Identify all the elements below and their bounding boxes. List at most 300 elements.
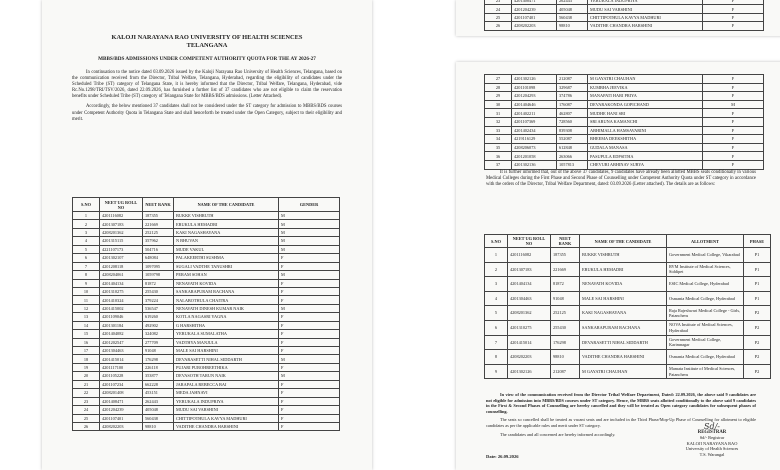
table-cell: Mamata Institute of Medical Sciences, Patancheru <box>667 364 744 379</box>
table-cell: G HARSHITHA <box>174 321 279 329</box>
table-cell: 14 <box>73 321 100 329</box>
table-cell: NENAVATH KOVIDA <box>174 279 279 287</box>
table-row <box>485 5 764 13</box>
table-cell: 4201310275 <box>100 287 143 295</box>
table-row <box>73 262 340 270</box>
para-text: The seats so cancelled shall be treated as vacant seats and are included in the Third Phase/Mop-Up Phase of Counselling for allotment to eligible candidates as per the applicable rules and merit under ST category. <box>486 417 756 428</box>
table-cell: SANKARAPURAM RACHANA <box>580 320 667 335</box>
table-cell: P2 <box>744 306 771 321</box>
table-row <box>73 422 340 430</box>
table-cell: 4201304463 <box>100 347 143 355</box>
table-row <box>73 397 340 405</box>
table-cell: F <box>279 313 340 321</box>
table-cell: F <box>279 254 340 262</box>
signature-scrawl: Sd/- <box>704 422 720 431</box>
table-cell: 4201204239 <box>100 406 143 414</box>
candidates-table-continued <box>484 74 764 170</box>
table-cell: VADITHE CHANDRA HARSHINI <box>174 422 279 430</box>
registrar-stamp-line-2: KALOJI NARAYANA RAO <box>686 440 738 446</box>
table-cell: 91048 <box>551 291 580 306</box>
table-cell: 4201204239 <box>512 5 557 13</box>
table-cell: 263066 <box>557 152 588 161</box>
table-cell: 4201204293 <box>512 92 557 101</box>
table-cell: 31 <box>485 109 512 118</box>
table-cell: ERUKULA HEMADRI <box>580 262 667 277</box>
table-cell: M <box>703 100 764 109</box>
table-row <box>485 306 771 321</box>
table-cell: 560438 <box>143 414 174 422</box>
table-row <box>485 262 771 277</box>
table-cell: 4201408471 <box>512 0 557 5</box>
table-cell: 4201404646 <box>512 100 557 109</box>
table-cell: 9 <box>485 364 508 379</box>
col-header-roll: NEET UG ROLL NO <box>100 198 143 212</box>
table-cell: PUJARI PUROHREETHIKA <box>174 363 279 371</box>
table-cell: 4201301184 <box>100 321 143 329</box>
table-cell: 6 <box>485 320 508 335</box>
table-cell: 22 <box>73 389 100 397</box>
table-cell: 4221107173 <box>100 245 143 253</box>
table-cell: 4201107234 <box>100 380 143 388</box>
table-cell: MANAPATI HARI PRIYA <box>588 92 703 101</box>
table-cell: NALABOTHULA CHAITRA <box>174 296 279 304</box>
table-cell: 728560 <box>557 117 588 126</box>
table-row <box>485 364 771 379</box>
table-cell: 19 <box>73 363 100 371</box>
table-cell: P2 <box>744 350 771 365</box>
table-row <box>73 245 340 253</box>
table-cell: CHITTIPOTHULA KAVYA MADHURI <box>174 414 279 422</box>
table-cell: M GAYATRI CHAUHAN <box>580 364 667 379</box>
table-row <box>73 338 340 346</box>
allotment-table-body <box>485 248 771 379</box>
para-text: In view of the communication received from the Director Tribal Welfare Department, Dated: 22.09.2026, the above said 9 candidates are not eligible for admission into MBBS/BDS courses under ST category. Hence, the MBBS seats allotted conditionally to the above said 9 candidates in the First & Second Phases of Counselling are hereby cancelled and they will be treated as Open category candidates for subsequent phases of counselling. <box>486 392 756 414</box>
table-cell: 504716 <box>143 245 174 253</box>
table-cell: 25 <box>485 13 512 21</box>
table-cell: PALAKEERTHI SUSHMA <box>174 254 279 262</box>
table-cell: F <box>279 338 340 346</box>
table-cell: KUMBHA JEEVIKA <box>588 83 703 92</box>
table-cell: 176298 <box>551 335 580 350</box>
table-cell: ESIC Medical College, Hyderabad <box>667 277 744 292</box>
table-cell: 7 <box>485 335 508 350</box>
table-cell: N BHUVAN <box>174 237 279 245</box>
table-cell: P1 <box>744 262 771 277</box>
table-cell: JARAPALA REBECCA BAI <box>174 380 279 388</box>
table-cell: KAKI NAGASHAYANA <box>580 306 667 321</box>
table-cell: 3 <box>485 277 508 292</box>
table-cell: F <box>279 287 340 295</box>
table-cell: 252125 <box>551 306 580 321</box>
table-cell: 15 <box>73 330 100 338</box>
table-row <box>73 380 340 388</box>
table-row <box>73 220 340 228</box>
table-cell: 262443 <box>143 397 174 405</box>
table-cell: 4 <box>485 291 508 306</box>
table-cell: 21 <box>73 380 100 388</box>
table-cell: F <box>279 406 340 414</box>
col-header-sno: S.NO <box>73 198 100 212</box>
document-page-2 <box>456 62 780 470</box>
table-cell: 4208201408 <box>100 389 143 397</box>
table-row <box>485 143 764 152</box>
table-cell: 4208202203 <box>100 422 143 430</box>
table-cell: MUDU SAI VARSHINI <box>588 5 703 13</box>
table-cell: F <box>279 422 340 430</box>
col-header-name: NAME OF THE CANDIDATE <box>174 198 279 212</box>
table-cell: DEVASOTH TARUN NAIK <box>174 372 279 380</box>
table-cell: M GAYATRI CHAUHAN <box>588 75 703 84</box>
table-cell: YERUKALA SUMALATHA <box>174 330 279 338</box>
table-row <box>485 135 764 144</box>
table-cell: M <box>279 245 340 253</box>
table-cell: F <box>279 279 340 287</box>
university-state: TELANGANA <box>186 41 228 49</box>
table-cell: 29 <box>485 92 512 101</box>
table-cell: F <box>703 109 764 118</box>
table-cell: 4201302136 <box>512 160 557 169</box>
table-cell: 91048 <box>143 347 174 355</box>
table-cell: KOTLA NAGASRI YAGNA <box>174 313 279 321</box>
table-cell: F <box>703 160 764 169</box>
col-header-allotment: ALLOTMENT <box>667 235 744 248</box>
table-cell: F <box>279 363 340 371</box>
table-cell: 4208206073 <box>512 143 557 152</box>
table-row <box>485 152 764 161</box>
table-cell: 4201402211 <box>512 109 557 118</box>
table-cell: CHITTIPOTHULA KAVYA MADHURI <box>588 13 703 21</box>
table-cell: 536547 <box>143 304 174 312</box>
table-cell: SRI ARUNA KAMANCHI <box>588 117 703 126</box>
table-cell: 4201415014 <box>100 355 143 363</box>
table-cell: RVM Institute of Medical Sciences, Siddipet <box>667 262 744 277</box>
table-row <box>485 75 764 84</box>
table-cell: DEVARASETTI NIHAL SIDDARTH <box>580 335 667 350</box>
table-cell: 30 <box>485 100 512 109</box>
registrar-signature-block <box>672 424 752 458</box>
notice-subject: MBBS/BDS ADMISSIONS UNDER COMPETENT AUTHORITY QUOTA FOR THE AY 2026-27 <box>98 55 316 62</box>
table-cell: 4201404082 <box>100 330 143 338</box>
table-cell: 4208202203 <box>508 350 551 365</box>
table-cell: 2 <box>485 262 508 277</box>
table-cell: 4201415014 <box>508 335 551 350</box>
table-row <box>485 13 764 21</box>
table-cell: P2 <box>744 335 771 350</box>
table-cell: 4201404134 <box>508 277 551 292</box>
table-header-row <box>485 235 771 248</box>
table-cell: 255430 <box>551 320 580 335</box>
table-cell: 13 <box>73 313 100 321</box>
table-cell: F <box>703 143 764 152</box>
table-cell: 35 <box>485 143 512 152</box>
table-cell: 4201310275 <box>508 320 551 335</box>
table-row <box>485 83 764 92</box>
table-cell: 10 <box>73 287 100 295</box>
notice-date: Date: 26.09.2026 <box>486 454 519 459</box>
table-cell: GUDALA MANASA <box>588 143 703 152</box>
table-cell: 453151 <box>143 389 174 397</box>
table-cell: 37 <box>485 160 512 169</box>
table-row <box>485 350 771 365</box>
table-cell: 28 <box>485 83 512 92</box>
table-cell: 405048 <box>557 5 588 13</box>
table-row <box>485 117 764 126</box>
table-cell: 552087 <box>557 135 588 144</box>
table-row <box>485 109 764 118</box>
table-cell: 98810 <box>551 350 580 365</box>
table-cell: 26 <box>485 22 512 30</box>
table-cell: F <box>703 117 764 126</box>
allotment-table <box>484 234 771 379</box>
table-row <box>73 313 340 321</box>
table-cell: 5 <box>485 306 508 321</box>
table-cell: DEVARAKONDA GOPICHAND <box>588 100 703 109</box>
table-cell: 4201202547 <box>100 338 143 346</box>
table-cell: F <box>279 389 340 397</box>
table-cell: 12 <box>73 304 100 312</box>
table-cell: 4201415002 <box>100 304 143 312</box>
table-cell: 492902 <box>143 321 174 329</box>
table-cell: M <box>279 304 340 312</box>
table-row <box>73 271 340 279</box>
table-cell: 81872 <box>551 277 580 292</box>
table-cell: P2 <box>744 320 771 335</box>
registrar-stamp-line-4: T.S. Warangal <box>699 451 725 457</box>
table-cell: F <box>279 330 340 338</box>
table-cell: 4208204061 <box>100 271 143 279</box>
table-cell: 329687 <box>557 83 588 92</box>
table-row <box>485 100 764 109</box>
table-row <box>73 355 340 363</box>
table-cell: 26 <box>73 422 100 430</box>
page-2-middle-text <box>456 170 780 188</box>
table-cell: NOVA Institute of Medical Sciences, Hyderabad <box>667 320 744 335</box>
table-cell: Osmania Medical College, Hyderabad <box>667 291 744 306</box>
table-cell: 27 <box>485 75 512 84</box>
table-cell: 25 <box>73 414 100 422</box>
table-cell: F <box>703 75 764 84</box>
table-cell: 4219116129 <box>512 135 557 144</box>
table-cell: 4201101098 <box>512 83 557 92</box>
table-cell: F <box>279 380 340 388</box>
table-cell: YERUKALA INDUPRIYA <box>588 0 703 5</box>
table-cell: MUDE VAKUL <box>174 245 279 253</box>
table-cell: 98810 <box>143 422 174 430</box>
table-cell: 3 <box>73 228 100 236</box>
table-row <box>73 406 340 414</box>
table-cell: F <box>703 0 764 5</box>
table-cell: BUKKE VISHRUTH <box>174 212 279 220</box>
table-cell: F <box>703 92 764 101</box>
university-name: KALOJI NARAYANA RAO UNIVERSITY OF HEALTH SCIENCES <box>111 34 303 41</box>
table-row <box>73 237 340 245</box>
table-cell: 4201307183 <box>508 262 551 277</box>
col-header-name: NAME OF THE CANDIDATE <box>580 235 667 248</box>
table-cell: 187355 <box>143 212 174 220</box>
table-cell: 176087 <box>557 100 588 109</box>
table-row <box>485 320 771 335</box>
notice-paragraph-3 <box>486 170 756 188</box>
notice-paragraph-4 <box>486 392 756 414</box>
table-cell: 4201410324 <box>100 296 143 304</box>
table-cell: 4201116082 <box>508 248 551 263</box>
table-cell: NENAVATH KOVIDA <box>580 277 667 292</box>
table-cell: 4201404134 <box>100 279 143 287</box>
table-row <box>485 160 764 169</box>
candidates-table-body <box>73 212 340 431</box>
table-cell: 5 <box>73 245 100 253</box>
table-cell: NENAVATH DINESH KUMAR NAIK <box>174 304 279 312</box>
table-cell: M <box>279 271 340 279</box>
table-cell: MEDA JAHNAVI <box>174 389 279 397</box>
table-cell: Government Medical College, Vikarabad <box>667 248 744 263</box>
table-cell: MUDU SAI VARSHINI <box>174 406 279 414</box>
candidates-table <box>72 197 340 431</box>
table-cell: BUKKE VISHRUTH <box>580 248 667 263</box>
table-cell: 33 <box>485 126 512 135</box>
table-cell: P1 <box>744 277 771 292</box>
table-cell: F <box>703 83 764 92</box>
col-header-gender: GENDER <box>279 198 340 212</box>
table-cell: 4201116082 <box>100 212 143 220</box>
table-cell: PASUPULA EDPSITHA <box>588 152 703 161</box>
table-cell: 212087 <box>551 364 580 379</box>
table-cell: 4201107401 <box>100 414 143 422</box>
table-cell: CHEVURI ABHINAV SURYA <box>588 160 703 169</box>
table-cell: Osmania Medical College, Hyderabad <box>667 350 744 365</box>
table-cell: 226118 <box>143 363 174 371</box>
table-cell: 98810 <box>557 22 588 30</box>
table-cell: F <box>279 262 340 270</box>
table-row <box>73 279 340 287</box>
table-row <box>485 291 771 306</box>
table-cell: P1 <box>744 248 771 263</box>
table-cell: MALE SAI HARSHINI <box>174 347 279 355</box>
table-cell: 4201307183 <box>100 220 143 228</box>
table-cell: 4208201362 <box>508 306 551 321</box>
col-header-phase: PHASE <box>744 235 771 248</box>
table-cell: 32 <box>485 117 512 126</box>
table-cell: 23 <box>485 0 512 5</box>
table-row <box>73 212 340 220</box>
table-cell: Raja Rajeshwari Medical College - Girls, Patancheru <box>667 306 744 321</box>
registrar-stamp-line-3: University of Health Sciences <box>685 446 739 452</box>
table-cell: F <box>279 347 340 355</box>
table-cell: 4201302107 <box>100 254 143 262</box>
table-cell: F <box>703 152 764 161</box>
table-cell: KAKI NAGASHAYANA <box>174 228 279 236</box>
document-page-2-top <box>456 0 780 36</box>
table-cell: 8 <box>73 271 100 279</box>
table-cell: 1097095 <box>143 262 174 270</box>
table-cell: SUGALI VADTHE TANUSHRI <box>174 262 279 270</box>
table-row <box>73 321 340 329</box>
para-text: The candidates and all concerned are hereby informed accordingly. <box>500 431 616 437</box>
table-cell: 4201201058 <box>512 152 557 161</box>
table-cell: VADITHE CHANDRA HARSHINI <box>588 22 703 30</box>
table-cell: 6 <box>73 254 100 262</box>
table-cell: M <box>279 220 340 228</box>
table-cell: 1 <box>485 248 508 263</box>
table-cell: 24 <box>73 406 100 414</box>
table-cell: 4201107401 <box>512 13 557 21</box>
table-cell: VADTHYA MANJULA <box>174 338 279 346</box>
table-row <box>485 335 771 350</box>
table-cell: 4201109046 <box>100 313 143 321</box>
table-cell: 4201107369 <box>512 117 557 126</box>
table-cell: 324082 <box>143 330 174 338</box>
table-cell: 277709 <box>143 338 174 346</box>
table-row <box>485 126 764 135</box>
table-row <box>73 254 340 262</box>
table-cell: 221669 <box>143 220 174 228</box>
table-cell: 839308 <box>557 126 588 135</box>
col-header-sno: S.NO <box>485 235 508 248</box>
registrar-stamp-line-1: Sd/- Registrar <box>699 435 725 441</box>
table-cell: 221669 <box>551 262 580 277</box>
table-row <box>73 372 340 380</box>
col-header-roll: NEET UG ROLL NO <box>508 235 551 248</box>
table-row <box>73 304 340 312</box>
table-row <box>73 414 340 422</box>
table-cell: 4201302126 <box>512 75 557 84</box>
table-cell: 4201117100 <box>100 363 143 371</box>
table-cell: F <box>279 414 340 422</box>
table-cell: 20 <box>73 372 100 380</box>
table-cell: 357962 <box>143 237 174 245</box>
registrar-title: REGISTRAR <box>697 429 727 435</box>
table-cell: P1 <box>744 291 771 306</box>
table-cell: F <box>703 13 764 21</box>
table-cell: 17 <box>73 347 100 355</box>
col-header-rank: NEET RANK <box>551 235 580 248</box>
table-cell: 462807 <box>557 109 588 118</box>
para-text: It is further informed that, out of the above 37 candidates, 9 candidates have already been allotted MBBS seats conditionally in various Medical Colleges during the First Phase and Second Phase of Counselling under Competent Authority Quota under ST category in accordance with the orders of the Director, Tribal Welfare Department, dated: 03.09.2026 (Letter attached). The details are as follows: <box>486 170 756 188</box>
table-cell: 4208202203 <box>512 22 557 30</box>
table-cell: 4 <box>73 237 100 245</box>
table-cell: 252125 <box>143 228 174 236</box>
table-cell: 34 <box>485 135 512 144</box>
table-cell: M <box>279 372 340 380</box>
table-cell: 4201304463 <box>508 291 551 306</box>
table-cell: 560438 <box>557 13 588 21</box>
table-cell: M <box>279 212 340 220</box>
table-header-row <box>73 198 340 212</box>
table-cell: 24 <box>485 5 512 13</box>
table-cell: YERUKALA INDUPRIYA <box>174 397 279 405</box>
table-cell: BHEEMA DEEKSHITHA <box>588 135 703 144</box>
table-cell: 23 <box>73 397 100 405</box>
table-cell: 7 <box>73 262 100 270</box>
table-cell: Government Medical College, Karimnagar <box>667 335 744 350</box>
table-cell: ERUKULA HEMADRI <box>174 220 279 228</box>
table-cell: 255430 <box>143 287 174 295</box>
table-cell: 662228 <box>143 380 174 388</box>
notice-paragraph-1 <box>72 70 342 100</box>
table-cell: 81872 <box>143 279 174 287</box>
table-cell: 176298 <box>143 355 174 363</box>
table-row <box>73 228 340 236</box>
table-cell: 612848 <box>557 143 588 152</box>
table-cell: 9 <box>73 279 100 287</box>
table-row <box>73 389 340 397</box>
table-cell: M <box>279 355 340 363</box>
table-cell: F <box>279 321 340 329</box>
table-cell: 353877 <box>143 372 174 380</box>
table-cell: 4208201362 <box>100 228 143 236</box>
table-row <box>73 287 340 295</box>
table-cell: 1 <box>73 212 100 220</box>
